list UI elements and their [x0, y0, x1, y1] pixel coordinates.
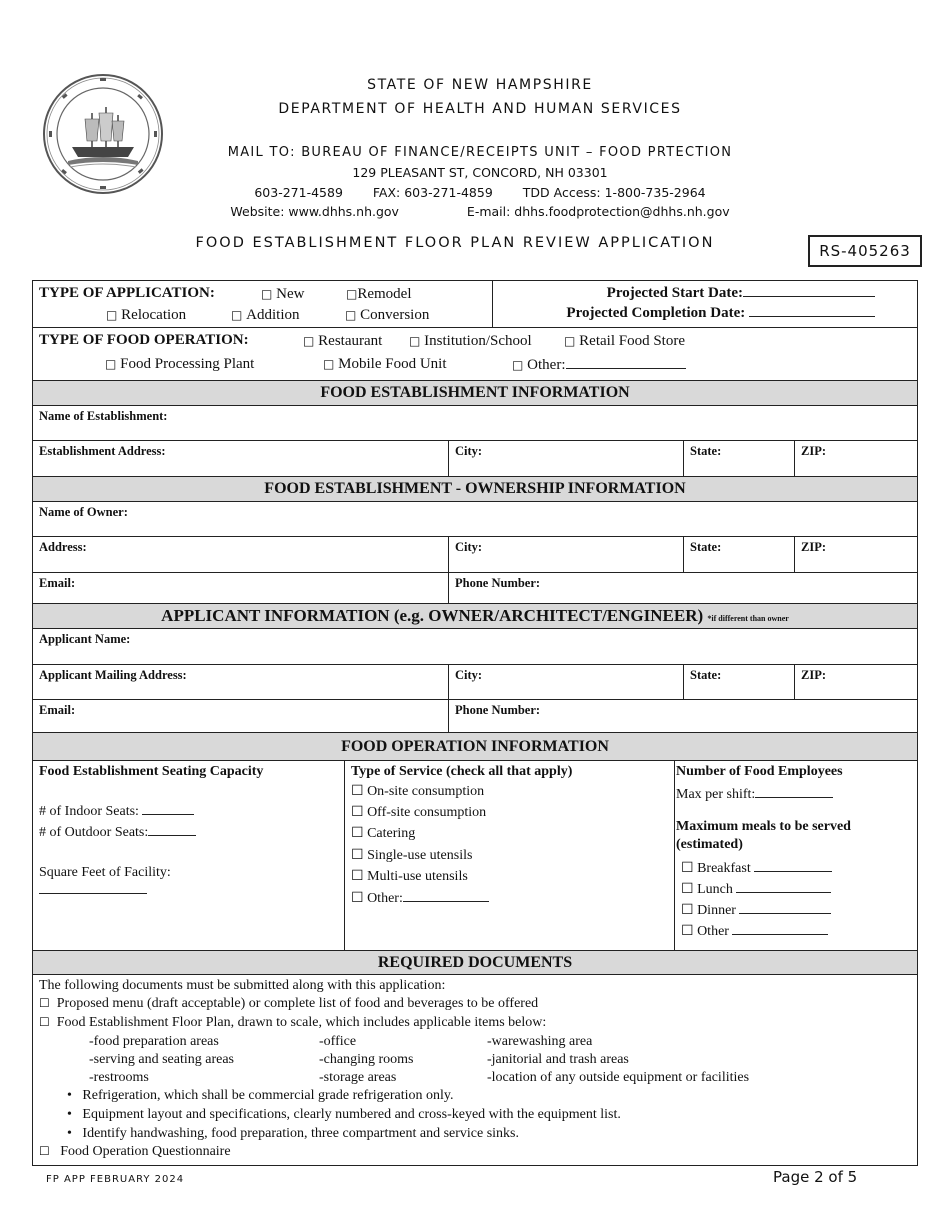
- zip-label: ZIP:: [801, 668, 826, 682]
- area-item: -storage areas: [319, 1070, 397, 1085]
- checkbox-icon: ☐: [39, 996, 50, 1010]
- website: Website: www.dhhs.nh.gov: [230, 204, 399, 219]
- fax-number: FAX: 603-271-4859: [372, 185, 493, 200]
- area-item: -serving and seating areas: [89, 1052, 234, 1067]
- checkbox-icon: ☐: [39, 1144, 50, 1158]
- owner-phone-cell[interactable]: [448, 573, 917, 603]
- applicant-zip-cell[interactable]: [794, 665, 917, 699]
- checkbox-icon: □: [106, 308, 118, 322]
- service-catering[interactable]: ☐ Catering: [351, 825, 416, 841]
- state-name: STATE OF NEW HAMPSHIRE: [367, 77, 593, 93]
- establishment-name-row[interactable]: [32, 405, 918, 441]
- bullet-item: • Identify handwashing, food preparation, three compartment and service sinks.: [67, 1126, 519, 1141]
- option-new[interactable]: □ New: [261, 286, 305, 302]
- option-relocation[interactable]: □ Relocation: [106, 307, 187, 323]
- sqft-label: Square Feet of Facility:: [39, 865, 171, 880]
- bullet-icon: •: [67, 1107, 72, 1122]
- seating-heading: Food Establishment Seating Capacity: [39, 764, 264, 779]
- page-number: Page 2 of 5: [773, 1168, 858, 1186]
- checkbox-icon: ☐: [681, 860, 694, 876]
- meal-lunch[interactable]: ☐ Lunch: [681, 880, 831, 898]
- projected-start[interactable]: Projected Start Date:: [607, 284, 875, 302]
- option-addition[interactable]: □ Addition: [231, 307, 300, 323]
- option-conversion[interactable]: □ Conversion: [345, 307, 430, 323]
- checkbox-icon: ☐: [351, 825, 364, 841]
- owner-name-row[interactable]: [32, 501, 918, 537]
- owner-email-label[interactable]: Email:: [39, 576, 76, 590]
- application-type-label: TYPE OF APPLICATION:: [39, 285, 215, 301]
- owner-name-label: Name of Owner:: [39, 505, 128, 519]
- checkbox-icon: □: [261, 287, 273, 301]
- doc-menu[interactable]: ☐ Proposed menu (draft acceptable) or complete list of food and beverages to be offered: [39, 996, 539, 1011]
- option-other[interactable]: □ Other:: [512, 356, 686, 374]
- employees-heading: Number of Food Employees: [676, 764, 843, 779]
- form-code-box: [808, 235, 922, 267]
- operation-type-row: [32, 327, 918, 381]
- applicant-state-cell[interactable]: [683, 665, 795, 699]
- documents-section: [32, 974, 918, 1166]
- applicant-heading-text: APPLICANT INFORMATION (e.g. OWNER/ARCHITECT/ENGINEER): [161, 606, 704, 625]
- zip-label: ZIP:: [801, 444, 826, 458]
- applicant-address-row: [32, 664, 918, 700]
- department-name: DEPARTMENT OF HEALTH AND HUMAN SERVICES: [278, 101, 682, 117]
- checkbox-icon: □: [105, 357, 117, 371]
- city-label: City:: [455, 444, 483, 458]
- doc-floor-plan[interactable]: ☐ Food Establishment Floor Plan, drawn to scale, which includes applicable items below:: [39, 1015, 547, 1030]
- bullet-item: • Refrigeration, which shall be commercial grade refrigeration only.: [67, 1088, 454, 1103]
- applicant-phone-cell[interactable]: [448, 700, 917, 732]
- checkbox-icon: □: [346, 287, 358, 301]
- bullet-icon: •: [67, 1126, 72, 1141]
- checkbox-icon: ☐: [351, 783, 364, 799]
- option-processing-plant[interactable]: □ Food Processing Plant: [105, 356, 255, 372]
- checkbox-icon: □: [231, 308, 243, 322]
- doc-questionnaire[interactable]: ☐ Food Operation Questionnaire: [39, 1144, 231, 1159]
- form-title: FOOD ESTABLISHMENT FLOOR PLAN REVIEW APPLICATION: [195, 235, 715, 251]
- service-single-use[interactable]: ☐ Single-use utensils: [351, 847, 473, 863]
- indoor-seats-field[interactable]: # of Indoor Seats:: [39, 802, 194, 820]
- employees-cell: [674, 761, 917, 950]
- projected-completion[interactable]: Projected Completion Date:: [566, 304, 875, 322]
- area-item: -warewashing area: [487, 1034, 593, 1049]
- service-heading: Type of Service (check all that apply): [351, 764, 573, 779]
- owner-address-row: [32, 536, 918, 573]
- web-line: [120, 204, 840, 219]
- phone-label: Phone Number:: [455, 576, 541, 590]
- mail-to: MAIL TO: BUREAU OF FINANCE/RECEIPTS UNIT – FOOD PRTECTION: [227, 145, 733, 160]
- applicant-address-label[interactable]: Applicant Mailing Address:: [39, 668, 187, 682]
- area-item: -office: [319, 1034, 357, 1049]
- applicant-name-row[interactable]: [32, 628, 918, 665]
- meal-breakfast[interactable]: ☐ Breakfast: [681, 859, 832, 877]
- contact-email: E-mail: dhhs.foodprotection@dhhs.nh.gov: [466, 204, 730, 219]
- checkbox-icon: ☐: [351, 804, 364, 820]
- checkbox-icon: □: [564, 334, 576, 348]
- applicant-heading-note: *if different than owner: [707, 614, 789, 623]
- checkbox-icon: ☐: [351, 847, 364, 863]
- establishment-state-cell[interactable]: [683, 441, 795, 476]
- checkbox-icon: ☐: [681, 881, 694, 897]
- area-item: -location of any outside equipment or facilities: [487, 1070, 750, 1085]
- option-remodel[interactable]: □Remodel: [346, 286, 412, 302]
- applicant-contact-row: [32, 699, 918, 733]
- ownership-heading: FOOD ESTABLISHMENT - OWNERSHIP INFORMATION: [32, 476, 918, 502]
- establishment-heading: FOOD ESTABLISHMENT INFORMATION: [32, 380, 918, 406]
- checkbox-icon: ☐: [351, 868, 364, 884]
- state-label: State:: [690, 668, 722, 682]
- service-onsite[interactable]: ☐ On-site consumption: [351, 783, 485, 799]
- operation-heading: FOOD OPERATION INFORMATION: [32, 732, 918, 761]
- option-mobile-unit[interactable]: □ Mobile Food Unit: [323, 356, 447, 372]
- mailing-address: 129 PLEASANT ST, CONCORD, NH 03301: [352, 165, 608, 180]
- form-code: RS-405263: [819, 242, 911, 260]
- owner-contact-row: [32, 572, 918, 604]
- option-retail[interactable]: □ Retail Food Store: [564, 333, 685, 349]
- tdd-number: TDD Access: 1-800-735-2964: [522, 185, 706, 200]
- owner-zip-cell[interactable]: [794, 537, 917, 572]
- checkbox-icon: □: [345, 308, 357, 322]
- establishment-zip-cell[interactable]: [794, 441, 917, 476]
- establishment-address-row: [32, 440, 918, 477]
- owner-state-cell[interactable]: [683, 537, 795, 572]
- option-institution[interactable]: □ Institution/School: [409, 333, 532, 349]
- contact-line: [120, 185, 840, 200]
- city-label: City:: [455, 540, 483, 554]
- bullet-item: • Equipment layout and specifications, clearly numbered and cross-keyed with the equipment list.: [67, 1107, 621, 1122]
- application-type-row: [32, 280, 918, 328]
- checkbox-icon: ☐: [681, 923, 694, 939]
- checkbox-icon: ☐: [351, 890, 364, 906]
- applicant-email-label[interactable]: Email:: [39, 703, 76, 717]
- city-label: City:: [455, 668, 483, 682]
- projected-dates-cell: [492, 281, 917, 327]
- checkbox-icon: □: [303, 334, 315, 348]
- operation-type-label: TYPE OF FOOD OPERATION:: [39, 332, 249, 348]
- area-item: -changing rooms: [319, 1052, 414, 1067]
- owner-city-cell[interactable]: [448, 537, 684, 572]
- establishment-address-label[interactable]: Establishment Address:: [39, 444, 166, 458]
- checkbox-icon: □: [512, 358, 524, 372]
- establishment-city-cell[interactable]: [448, 441, 684, 476]
- documents-heading: REQUIRED DOCUMENTS: [32, 950, 918, 975]
- applicant-city-cell[interactable]: [448, 665, 684, 699]
- checkbox-icon: ☐: [681, 902, 694, 918]
- service-type-cell: [344, 761, 674, 950]
- area-item: -restrooms: [89, 1070, 149, 1085]
- service-other[interactable]: ☐ Other:: [351, 889, 489, 907]
- outdoor-seats-field[interactable]: # of Outdoor Seats:: [39, 823, 196, 841]
- form-version: FP APP FEBRUARY 2024: [46, 1174, 185, 1185]
- sqft-field[interactable]: [39, 881, 147, 899]
- state-label: State:: [690, 540, 722, 554]
- max-shift-field[interactable]: Max per shift:: [676, 785, 833, 803]
- service-multi-use[interactable]: ☐ Multi-use utensils: [351, 868, 468, 884]
- operation-info-row: [32, 760, 918, 951]
- checkbox-icon: □: [409, 334, 421, 348]
- checkbox-icon: ☐: [39, 1015, 50, 1029]
- meal-other[interactable]: ☐ Other: [681, 922, 828, 940]
- state-label: State:: [690, 444, 722, 458]
- phone-number: 603-271-4589: [254, 185, 343, 200]
- checkbox-icon: □: [323, 357, 335, 371]
- zip-label: ZIP:: [801, 540, 826, 554]
- establishment-name-label: Name of Establishment:: [39, 409, 168, 423]
- bullet-icon: •: [67, 1088, 72, 1103]
- area-item: -janitorial and trash areas: [487, 1052, 629, 1067]
- service-offsite[interactable]: ☐ Off-site consumption: [351, 804, 487, 820]
- owner-address-label[interactable]: Address:: [39, 540, 87, 554]
- applicant-name-label: Applicant Name:: [39, 632, 131, 646]
- option-restaurant[interactable]: □ Restaurant: [303, 333, 383, 349]
- area-item: -food preparation areas: [89, 1034, 219, 1049]
- documents-intro: The following documents must be submitted along with this application:: [39, 978, 446, 993]
- phone-label: Phone Number:: [455, 703, 541, 717]
- meals-heading-estimated: (estimated): [676, 837, 743, 852]
- meals-heading: Maximum meals to be served: [676, 819, 851, 834]
- meal-dinner[interactable]: ☐ Dinner: [681, 901, 831, 919]
- applicant-heading: [32, 603, 918, 629]
